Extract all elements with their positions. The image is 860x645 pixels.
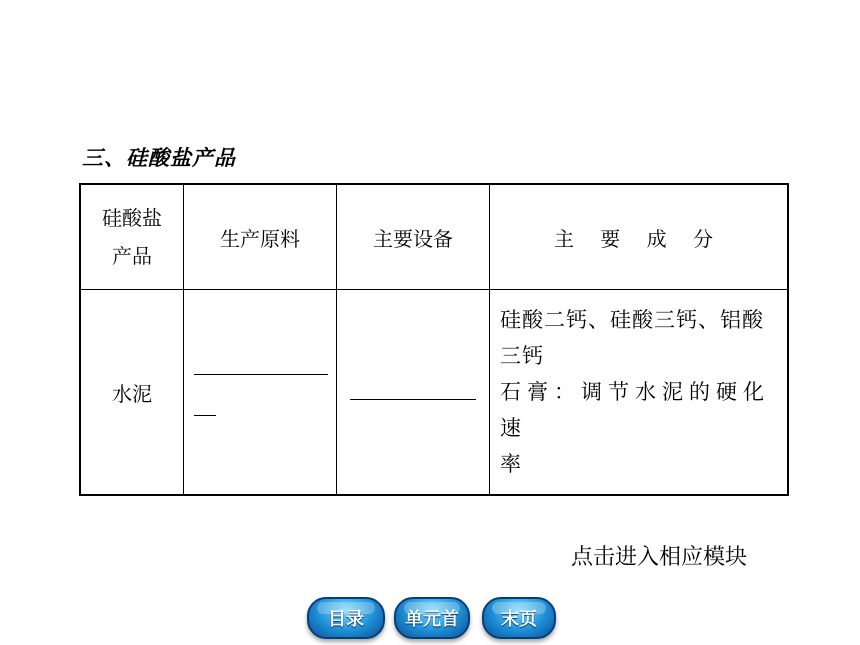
table-header-row	[80, 184, 788, 290]
unit-start-button[interactable]: 单元首	[394, 597, 470, 639]
silicate-products-table	[79, 183, 789, 496]
header-raw-materials: 生产原料	[184, 184, 337, 290]
answer-blank-line-continued	[194, 415, 216, 416]
answer-blank-line	[350, 399, 476, 400]
cell-product: 水泥	[80, 290, 184, 496]
answer-blank-line	[194, 374, 328, 375]
header-silicate-product	[80, 184, 184, 290]
components-line4: 率	[500, 452, 522, 476]
components-line1: 硅酸二钙、硅酸三钙、铝酸	[500, 308, 764, 332]
cell-equipment-blank	[337, 290, 490, 496]
module-hint-text: 点击进入相应模块	[571, 545, 748, 570]
cell-raw-materials-blank	[184, 290, 337, 496]
table-row	[80, 290, 788, 496]
header-main-components: 主 要 成 分	[490, 184, 789, 290]
header-silicate-product-line1: 硅酸盐	[102, 206, 162, 230]
header-main-equipment: 主要设备	[337, 184, 490, 290]
contents-button[interactable]: 目录	[307, 597, 385, 639]
header-silicate-product-line2: 产品	[112, 244, 152, 268]
section-title: 三、硅酸盐产品	[82, 146, 236, 170]
components-line3: 石膏：调节水泥的硬化速	[500, 380, 770, 440]
components-line2: 三钙	[500, 344, 544, 368]
cell-components	[490, 290, 789, 496]
last-page-button[interactable]: 末页	[482, 597, 556, 639]
